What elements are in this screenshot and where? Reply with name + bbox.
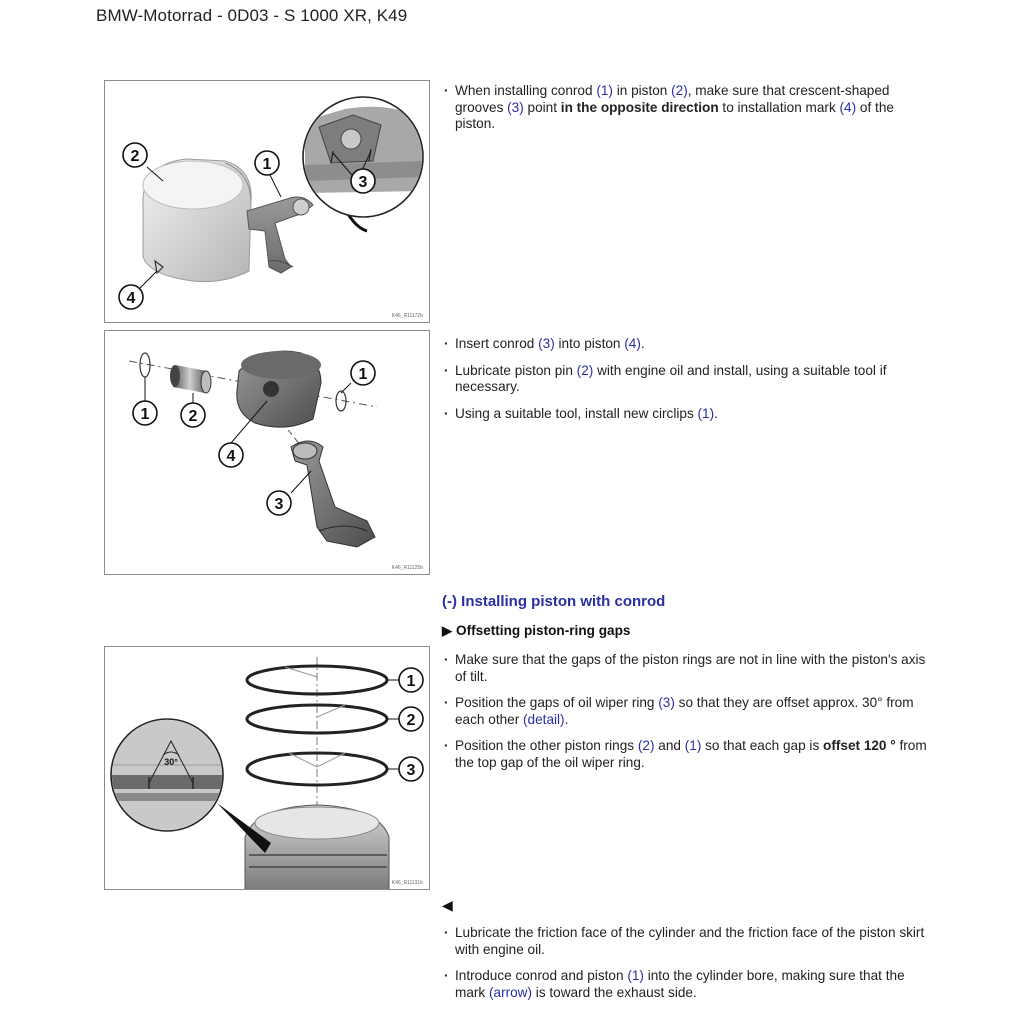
figure-piston-ring-gaps xyxy=(104,646,430,890)
emphasis: offset 120 ° xyxy=(823,738,896,753)
reference-link[interactable]: (arrow) xyxy=(488,984,533,1000)
reference-link[interactable]: (1) xyxy=(627,968,644,983)
callout-1 xyxy=(255,151,279,175)
instruction-item: · Position the gaps of oil wiper ring (3) so that they are offset approx. 30° from each other (detail). xyxy=(442,695,932,728)
svg-text:1: 1 xyxy=(406,673,416,690)
svg-text:2: 2 xyxy=(130,148,140,165)
figure-code: K46_R11131b xyxy=(391,880,423,886)
reference-link[interactable]: (3) xyxy=(538,336,555,351)
reference-link[interactable]: (4) xyxy=(839,99,857,115)
callout-2 xyxy=(123,143,147,167)
instruction-block-1 xyxy=(442,83,932,143)
callout-1 xyxy=(399,668,423,692)
svg-text:4: 4 xyxy=(126,290,136,307)
svg-text:1: 1 xyxy=(140,406,150,423)
figure-2-illustration xyxy=(105,331,430,575)
callout-2 xyxy=(399,707,423,731)
instruction-item: · Using a suitable tool, install new circlips (1). xyxy=(442,406,932,423)
instruction-item: · When installing conrod (1) in piston (2), make sure that crescent-shaped grooves (3) point in the opposite direction to installation mark (4) of the piston. xyxy=(442,83,932,133)
instruction-item: · Insert conrod (3) into piston (4). xyxy=(442,336,932,353)
figure-conrod-piston-orientation xyxy=(104,80,430,323)
callout-1-right xyxy=(351,361,375,385)
callout-3 xyxy=(351,169,375,193)
instruction-item: · Lubricate the friction face of the cylinder and the friction face of the piston skirt with engine oil. xyxy=(442,925,932,958)
svg-text:1: 1 xyxy=(262,156,272,173)
reference-link[interactable]: (1) xyxy=(596,83,613,98)
callout-4 xyxy=(119,285,143,309)
callout-1-left xyxy=(133,401,157,425)
instruction-block-2 xyxy=(442,336,932,432)
step-title: ▶ Offsetting piston-ring gaps xyxy=(442,623,631,638)
document-header: BMW-Motorrad - 0D03 - S 1000 XR, K49 xyxy=(96,6,408,25)
callout-3 xyxy=(267,491,291,515)
section-title[interactable]: (-) Installing piston with conrod xyxy=(442,593,666,610)
svg-text:2: 2 xyxy=(188,408,198,425)
figure-code: K46_R11125b xyxy=(391,565,423,571)
instruction-item: · Make sure that the gaps of the piston rings are not in line with the piston's axis of tilt. xyxy=(442,652,932,685)
reference-link[interactable]: (3) xyxy=(507,99,524,115)
svg-text:3: 3 xyxy=(358,174,368,191)
figure-piston-pin-assembly xyxy=(104,330,430,575)
step-end-icon: ◀ xyxy=(442,897,453,913)
svg-text:3: 3 xyxy=(274,496,284,513)
callout-4 xyxy=(219,443,243,467)
svg-text:2: 2 xyxy=(406,712,416,729)
callout-3 xyxy=(399,757,423,781)
reference-link[interactable]: (2) xyxy=(637,738,655,753)
svg-text:3: 3 xyxy=(406,762,416,779)
figure-3-illustration xyxy=(105,647,430,890)
instruction-block-3 xyxy=(442,652,932,781)
angle-label: 30° xyxy=(164,757,178,767)
instruction-block-4 xyxy=(442,925,932,1011)
reference-link[interactable]: (4) xyxy=(624,336,641,351)
reference-link[interactable]: (2) xyxy=(671,83,688,98)
reference-link[interactable]: (detail) xyxy=(523,711,565,727)
instruction-item: · Introduce conrod and piston (1) into the cylinder bore, making sure that the mark (arrow) is toward the exhaust side. xyxy=(442,968,932,1001)
figure-1-illustration xyxy=(105,81,430,323)
reference-link[interactable]: (3) xyxy=(658,695,675,710)
reference-link[interactable]: (1) xyxy=(697,405,715,421)
svg-text:1: 1 xyxy=(358,366,368,383)
svg-text:4: 4 xyxy=(226,448,236,465)
reference-link[interactable]: (1) xyxy=(684,738,702,753)
emphasis: in the opposite direction xyxy=(560,99,719,115)
figure-code: K46_R11172b xyxy=(391,313,423,319)
instruction-item: · Lubricate piston pin (2) with engine oil and install, using a suitable tool if necessary. xyxy=(442,363,932,396)
reference-link[interactable]: (2) xyxy=(576,362,594,378)
callout-2 xyxy=(181,403,205,427)
step-start-icon: ▶ xyxy=(442,623,452,638)
instruction-item: · Position the other piston rings (2) and (1) so that each gap is offset 120 ° from the top gap of the oil wiper ring. xyxy=(442,738,932,771)
